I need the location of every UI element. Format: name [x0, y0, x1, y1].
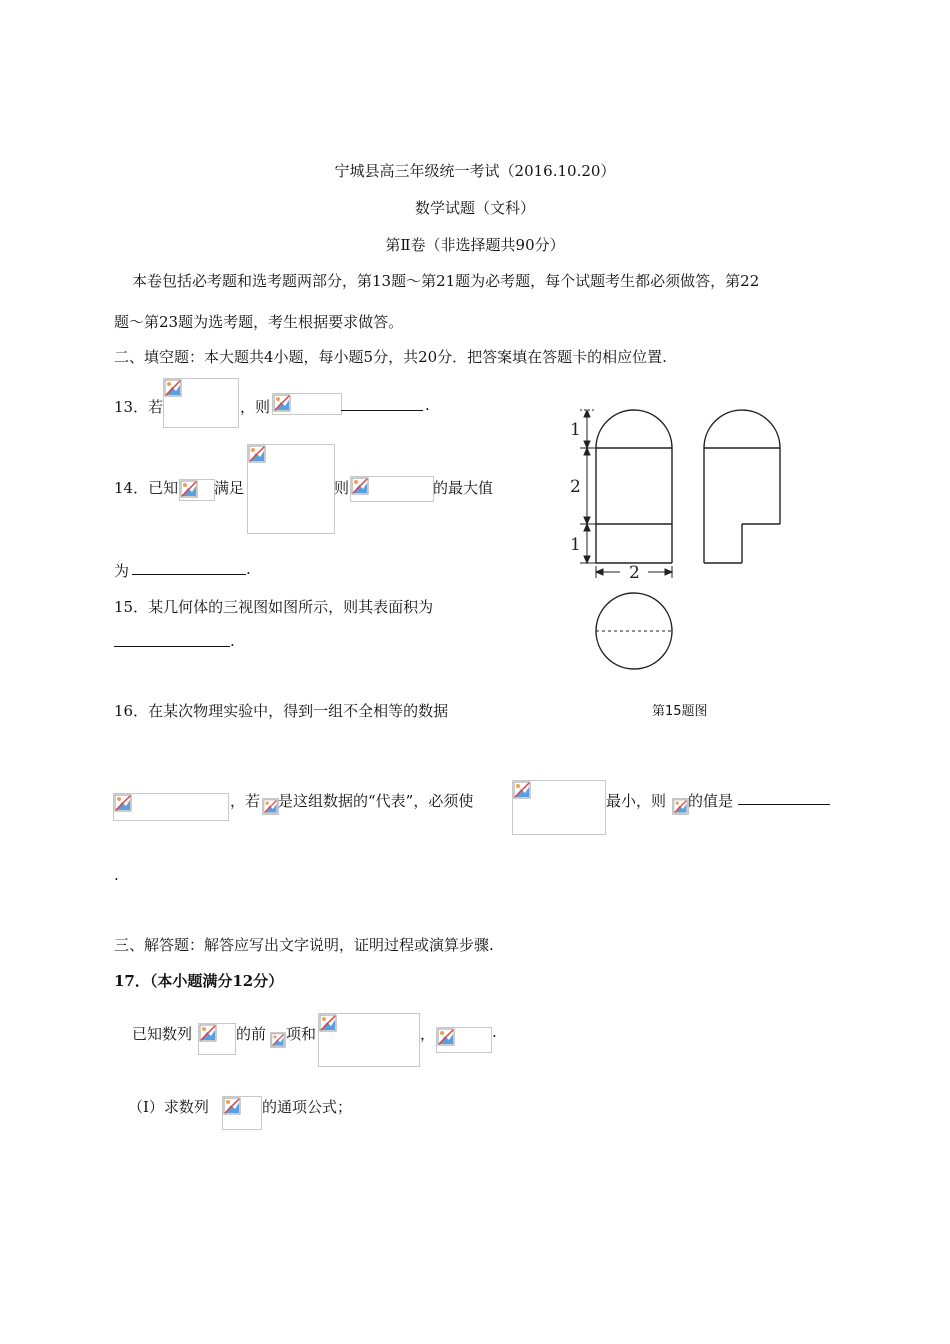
broken-image-icon	[248, 445, 266, 463]
q13-prefix: 13．若	[114, 398, 164, 416]
q14-answer-blank[interactable]	[132, 560, 246, 575]
q14-line2-end: .	[246, 560, 251, 578]
q17-condition-image	[436, 1027, 492, 1053]
dim-label-width: 2	[629, 563, 640, 583]
broken-image-icon	[319, 1014, 337, 1032]
q14-prefix: 14．已知	[114, 479, 179, 497]
dimension-lines	[580, 410, 672, 578]
q17-part1-suffix: 的通项公式；	[262, 1098, 353, 1116]
intro-line-2: 题～第23题为选考题，考生根据要求做答。	[114, 313, 404, 331]
q16-text: 16．在某次物理实验中，得到一组不全相等的数据	[114, 702, 449, 720]
broken-image-icon	[673, 799, 688, 814]
q17-part1-prefix: （Ⅰ）求数列	[128, 1098, 209, 1116]
broken-image-icon	[263, 799, 278, 814]
side-view	[704, 410, 780, 563]
q17-n-image	[270, 1032, 286, 1048]
q17-comma: ，	[420, 1025, 436, 1043]
q17-known: 已知数列	[132, 1025, 193, 1043]
q16-var-image-2	[672, 798, 689, 815]
q16-end: .	[114, 866, 119, 884]
broken-image-icon	[199, 1024, 217, 1042]
broken-image-icon	[164, 379, 182, 397]
q14-line2-prefix: 为	[114, 562, 130, 580]
q14-objective-image	[350, 476, 434, 502]
q14-tail: 的最大值	[433, 479, 494, 497]
q17-heading: 17．（本小题满分12分）	[114, 972, 284, 990]
q14-then: 则	[334, 479, 350, 497]
q13-mid: ，则	[240, 398, 271, 416]
figure-caption: 第15题图	[652, 704, 708, 719]
subject-title: 数学试题（文科）	[414, 199, 535, 217]
q17-sum-formula-image	[318, 1013, 420, 1067]
q15-text: 15．某几何体的三视图如图所示，则其表面积为	[114, 598, 434, 616]
q13-formula-image	[163, 378, 239, 428]
broken-image-icon	[351, 477, 369, 495]
three-view-figure	[560, 400, 800, 685]
q13-end: .	[425, 396, 430, 414]
q17-sum: 项和	[286, 1025, 317, 1043]
q13-target-image	[272, 393, 342, 415]
broken-image-icon	[114, 794, 132, 812]
q16-answer-blank[interactable]	[738, 790, 830, 805]
dim-label-mid: 2	[570, 477, 581, 497]
broken-image-icon	[437, 1028, 455, 1046]
q15-answer-blank[interactable]	[114, 632, 230, 647]
dim-label-bottom: 1	[570, 535, 581, 555]
q16-minimal: 最小，则	[606, 792, 667, 810]
exam-title: 宁城县高三年级统一考试（2016.10.20）	[334, 162, 616, 180]
broken-image-icon	[513, 781, 531, 799]
q15-end: .	[230, 632, 235, 650]
q16-data-image	[113, 793, 229, 821]
top-view	[596, 593, 672, 669]
broken-image-icon	[223, 1097, 241, 1115]
q17-end: .	[492, 1023, 497, 1041]
q16-ruo: ，若	[230, 792, 261, 810]
q17-front: 的前	[236, 1025, 267, 1043]
part-2-heading: 二、填空题：本大题共4小题，每小题5分，共20分．把答案填在答题卡的相应位置.	[114, 348, 667, 366]
front-view	[596, 410, 672, 563]
q17-part1-seq-image	[222, 1096, 262, 1130]
q16-value-of: 的值是	[688, 792, 734, 810]
broken-image-icon	[271, 1033, 285, 1047]
q17-seq-image	[198, 1023, 236, 1055]
broken-image-icon	[180, 480, 198, 498]
q14-var-image	[179, 479, 215, 501]
q14-satisfy: 满足	[214, 479, 245, 497]
part-3-heading: 三、解答题：解答应写出文字说明，证明过程或演算步骤.	[114, 936, 494, 954]
q16-sum-image	[512, 780, 606, 835]
dim-label-top: 1	[570, 420, 581, 440]
section-title: 第Ⅱ卷（非选择题共90分）	[385, 236, 565, 254]
q13-answer-blank[interactable]	[341, 396, 423, 411]
broken-image-icon	[273, 394, 291, 412]
intro-line-1: 本卷包括必考题和选考题两部分，第13题～第21题为必考题，每个试题考生都必须做答，第22	[132, 272, 760, 290]
q16-representative: 是这组数据的“代表”，必须使	[278, 792, 474, 810]
q16-var-image	[262, 798, 279, 815]
q14-constraints-image	[247, 444, 335, 534]
